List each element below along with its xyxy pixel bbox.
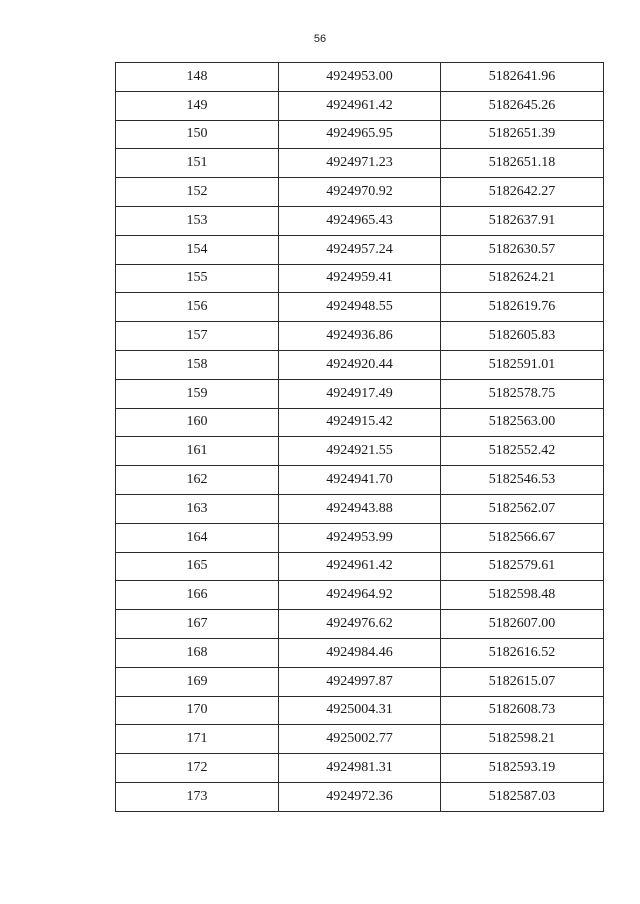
point-number-cell: 153 [116, 206, 279, 235]
point-number-cell: 167 [116, 610, 279, 639]
y-coordinate-cell: 5182566.67 [441, 523, 604, 552]
table-row [116, 696, 604, 725]
point-number-cell: 159 [116, 379, 279, 408]
table-row [116, 178, 604, 207]
x-coordinate-cell: 4925002.77 [279, 725, 441, 754]
table-row [116, 638, 604, 667]
x-coordinate-cell: 4924965.95 [279, 120, 441, 149]
table-row [116, 494, 604, 523]
y-coordinate-cell: 5182546.53 [441, 466, 604, 495]
point-number-cell: 156 [116, 293, 279, 322]
point-number-cell: 150 [116, 120, 279, 149]
x-coordinate-cell: 4924915.42 [279, 408, 441, 437]
point-number-cell: 163 [116, 494, 279, 523]
x-coordinate-cell: 4924981.31 [279, 754, 441, 783]
table-row [116, 293, 604, 322]
table-row [116, 610, 604, 639]
y-coordinate-cell: 5182624.21 [441, 264, 604, 293]
x-coordinate-cell: 4924953.00 [279, 63, 441, 92]
y-coordinate-cell: 5182651.18 [441, 149, 604, 178]
table-row [116, 552, 604, 581]
y-coordinate-cell: 5182552.42 [441, 437, 604, 466]
y-coordinate-cell: 5182598.21 [441, 725, 604, 754]
y-coordinate-cell: 5182593.19 [441, 754, 604, 783]
x-coordinate-cell: 4924997.87 [279, 667, 441, 696]
x-coordinate-cell: 4924941.70 [279, 466, 441, 495]
table-row [116, 754, 604, 783]
y-coordinate-cell: 5182615.07 [441, 667, 604, 696]
y-coordinate-cell: 5182562.07 [441, 494, 604, 523]
x-coordinate-cell: 4924959.41 [279, 264, 441, 293]
table-row [116, 667, 604, 696]
table-row [116, 63, 604, 92]
table-row [116, 149, 604, 178]
table-row [116, 437, 604, 466]
point-number-cell: 154 [116, 235, 279, 264]
x-coordinate-cell: 4924957.24 [279, 235, 441, 264]
table-row [116, 523, 604, 552]
x-coordinate-cell: 4924964.92 [279, 581, 441, 610]
coordinates-table-body [116, 63, 604, 812]
point-number-cell: 173 [116, 782, 279, 811]
x-coordinate-cell: 4924976.62 [279, 610, 441, 639]
y-coordinate-cell: 5182607.00 [441, 610, 604, 639]
y-coordinate-cell: 5182608.73 [441, 696, 604, 725]
x-coordinate-cell: 4924972.36 [279, 782, 441, 811]
point-number-cell: 162 [116, 466, 279, 495]
x-coordinate-cell: 4924920.44 [279, 350, 441, 379]
point-number-cell: 168 [116, 638, 279, 667]
point-number-cell: 158 [116, 350, 279, 379]
y-coordinate-cell: 5182637.91 [441, 206, 604, 235]
table-row [116, 379, 604, 408]
x-coordinate-cell: 4924953.99 [279, 523, 441, 552]
x-coordinate-cell: 4924948.55 [279, 293, 441, 322]
point-number-cell: 149 [116, 91, 279, 120]
y-coordinate-cell: 5182579.61 [441, 552, 604, 581]
y-coordinate-cell: 5182605.83 [441, 322, 604, 351]
table-row [116, 120, 604, 149]
y-coordinate-cell: 5182642.27 [441, 178, 604, 207]
x-coordinate-cell: 4924961.42 [279, 91, 441, 120]
x-coordinate-cell: 4924917.49 [279, 379, 441, 408]
y-coordinate-cell: 5182591.01 [441, 350, 604, 379]
x-coordinate-cell: 4925004.31 [279, 696, 441, 725]
y-coordinate-cell: 5182587.03 [441, 782, 604, 811]
y-coordinate-cell: 5182578.75 [441, 379, 604, 408]
y-coordinate-cell: 5182641.96 [441, 63, 604, 92]
point-number-cell: 161 [116, 437, 279, 466]
point-number-cell: 164 [116, 523, 279, 552]
y-coordinate-cell: 5182616.52 [441, 638, 604, 667]
table-row [116, 235, 604, 264]
x-coordinate-cell: 4924961.42 [279, 552, 441, 581]
table-row [116, 466, 604, 495]
point-number-cell: 165 [116, 552, 279, 581]
x-coordinate-cell: 4924921.55 [279, 437, 441, 466]
coordinates-table [115, 62, 604, 812]
table-row [116, 408, 604, 437]
point-number-cell: 155 [116, 264, 279, 293]
y-coordinate-cell: 5182619.76 [441, 293, 604, 322]
x-coordinate-cell: 4924984.46 [279, 638, 441, 667]
x-coordinate-cell: 4924965.43 [279, 206, 441, 235]
point-number-cell: 152 [116, 178, 279, 207]
y-coordinate-cell: 5182651.39 [441, 120, 604, 149]
table-row [116, 581, 604, 610]
table-row [116, 322, 604, 351]
point-number-cell: 160 [116, 408, 279, 437]
point-number-cell: 171 [116, 725, 279, 754]
x-coordinate-cell: 4924936.86 [279, 322, 441, 351]
point-number-cell: 151 [116, 149, 279, 178]
y-coordinate-cell: 5182645.26 [441, 91, 604, 120]
page-number: 56 [313, 33, 327, 45]
y-coordinate-cell: 5182598.48 [441, 581, 604, 610]
point-number-cell: 172 [116, 754, 279, 783]
x-coordinate-cell: 4924970.92 [279, 178, 441, 207]
y-coordinate-cell: 5182630.57 [441, 235, 604, 264]
table-row [116, 264, 604, 293]
table-row [116, 206, 604, 235]
table-row [116, 350, 604, 379]
point-number-cell: 169 [116, 667, 279, 696]
x-coordinate-cell: 4924943.88 [279, 494, 441, 523]
table-row [116, 91, 604, 120]
point-number-cell: 148 [116, 63, 279, 92]
point-number-cell: 170 [116, 696, 279, 725]
point-number-cell: 157 [116, 322, 279, 351]
x-coordinate-cell: 4924971.23 [279, 149, 441, 178]
point-number-cell: 166 [116, 581, 279, 610]
table-row [116, 782, 604, 811]
table-row [116, 725, 604, 754]
y-coordinate-cell: 5182563.00 [441, 408, 604, 437]
